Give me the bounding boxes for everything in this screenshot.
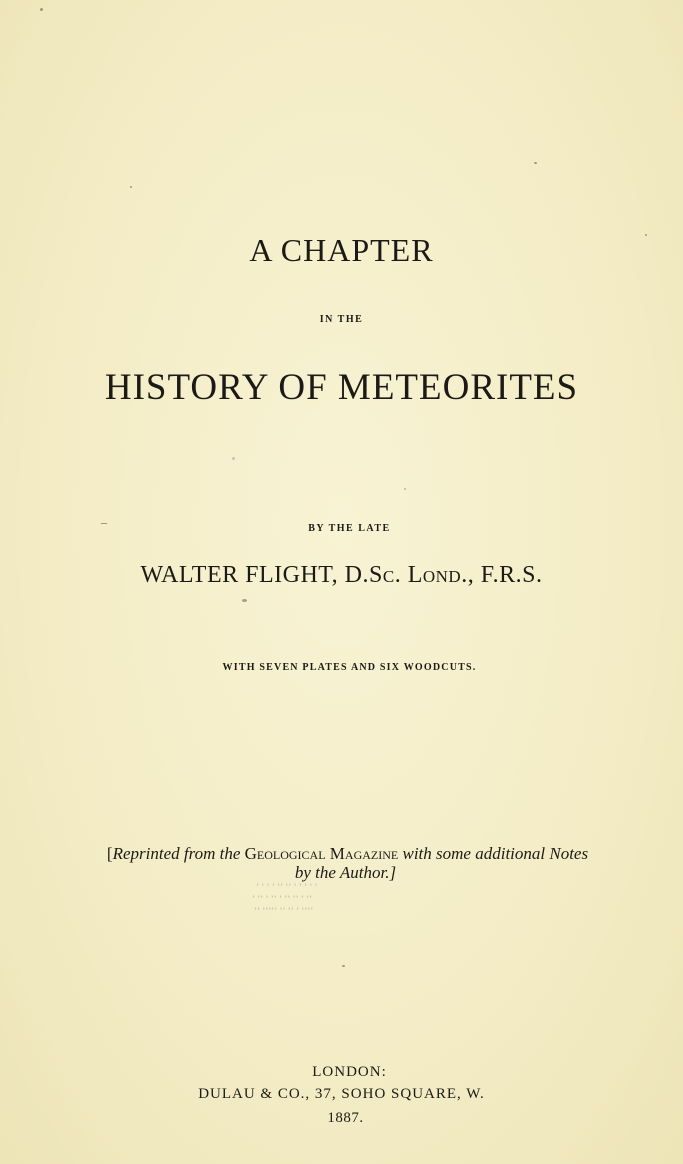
reprint-note-line-1: [0, 844, 683, 864]
paper-speck: [101, 523, 107, 524]
paper-speck: [242, 599, 247, 602]
faded-stamp-marks: [252, 880, 502, 920]
paper-speck: [40, 8, 43, 11]
paper-speck: [232, 457, 235, 460]
author-fellowship: , F.R.S.: [467, 562, 543, 588]
svg-text:ʼ ʼ ʼ ʼ ʼʼ ʼʼ ʼ ʼ ʼ ʼ ʼ: ʼ ʼ ʼ ʼ ʼʼ ʼʼ ʼ ʼ ʼ ʼ ʼ: [256, 882, 318, 892]
svg-text:ʼʼ ʼʼʼʼʼ ʼʼ ʼʼ ʼ ʼʼʼʼ: ʼʼ ʼʼʼʼʼ ʼʼ ʼʼ ʼ ʼʼʼʼ: [254, 906, 314, 916]
reprint-continuation: with some additional Notes: [398, 844, 589, 863]
imprint-city: LONDON:: [312, 1064, 387, 1080]
title-connector: IN THE: [319, 314, 364, 325]
svg-text:ʼ ʼʼ ʼ ʼʼ ʼ ʼʼ ʼʼ ʼ ʼʼ: ʼ ʼʼ ʼ ʼʼ ʼ ʼʼ ʼʼ ʼ ʼʼ: [252, 894, 312, 904]
reprint-note-line-2: by the Author.]: [294, 863, 397, 882]
illustrations-note: WITH SEVEN PLATES AND SIX WOODCUTS.: [222, 662, 477, 673]
title-line-1: A CHAPTER: [249, 232, 434, 268]
reprint-open-bracket: [: [106, 844, 113, 863]
title-line-2: HISTORY OF METEORITES: [104, 367, 579, 408]
byline-intro: BY THE LATE: [308, 523, 391, 534]
author-degree: Sc. Lond.: [369, 562, 468, 588]
imprint-publisher: DULAU & CO., 37, SOHO SQUARE, W.: [198, 1086, 485, 1102]
imprint-year: 1887.: [327, 1110, 364, 1126]
paper-speck: [404, 488, 406, 490]
journal-name: Geological Magazine: [244, 844, 399, 863]
paper-speck: [645, 234, 647, 236]
reprint-intro: Reprinted from the: [112, 844, 245, 863]
author-name: WALTER FLIGHT,: [140, 562, 345, 588]
paper-speck: [342, 965, 345, 967]
author-degree-prefix: D.: [344, 562, 370, 588]
paper-speck: [130, 186, 132, 188]
author-line: [0, 562, 683, 589]
paper-speck: [534, 162, 537, 164]
